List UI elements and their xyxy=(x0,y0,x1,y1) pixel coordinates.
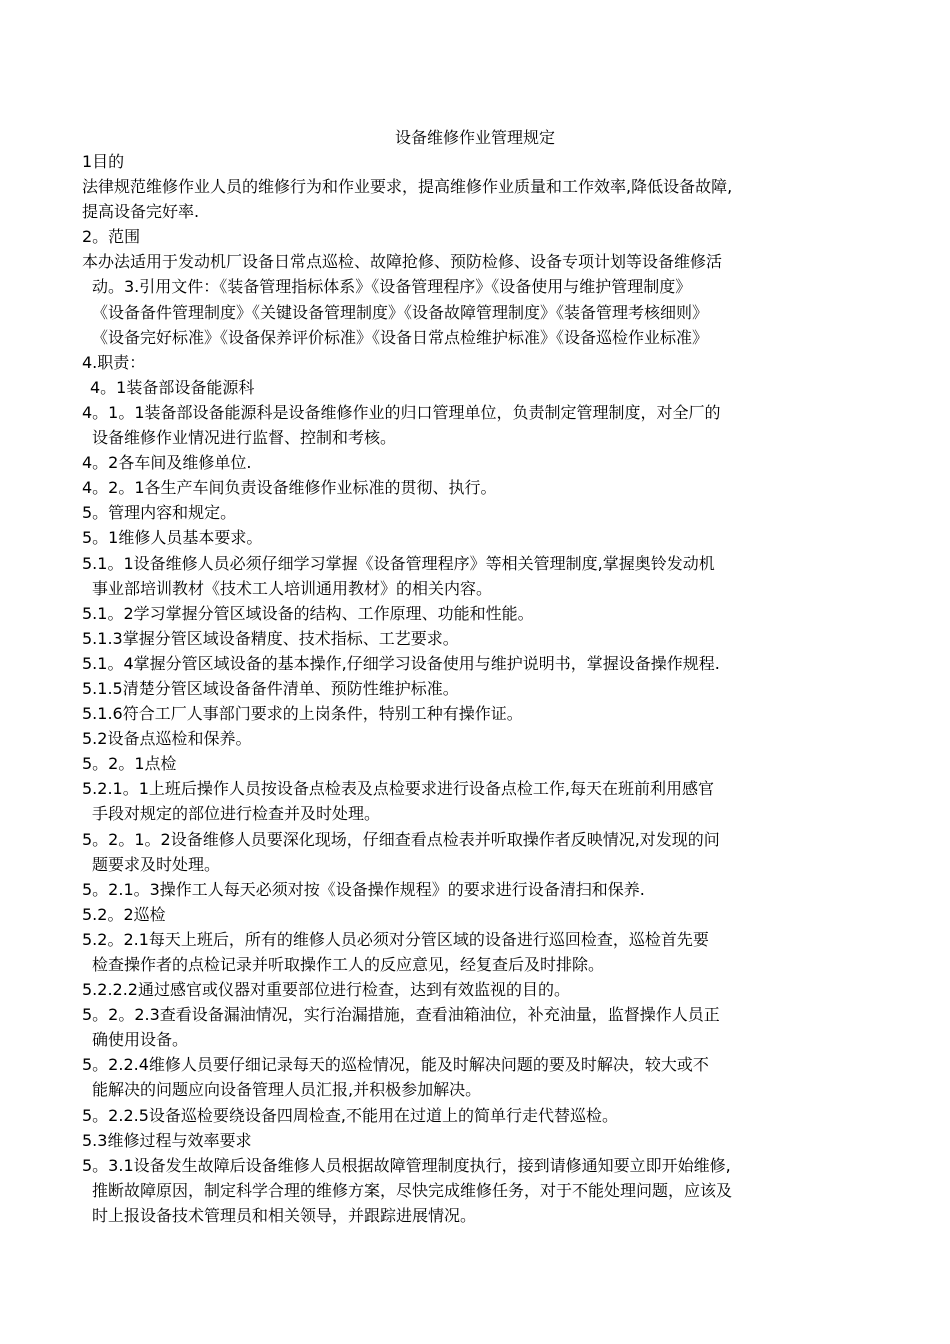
text-line: 5。2。1。2设备维修人员要深化现场，仔细查看点检表并听取操作者反映情况,对发现的问 xyxy=(82,829,720,849)
document-body xyxy=(82,149,882,1228)
text-line: 5.1.6符合工厂人事部门要求的上岗条件，特别工种有操作证。 xyxy=(82,704,523,724)
text-line: 5.3维修过程与效率要求 xyxy=(82,1130,252,1150)
text-line: 动。3.引用文件：《装备管理指标体系》《设备管理程序》《设备使用与维护管理制度》 xyxy=(92,277,692,297)
text-line: 检查操作者的点检记录并听取操作工人的反应意见，经复查后及时排除。 xyxy=(92,955,605,974)
document-title: 设备维修作业管理规定 xyxy=(394,128,555,147)
text-line: 5。2。1点检 xyxy=(82,754,177,774)
text-line: 5。3.1设备发生故障后设备维修人员根据故障管理制度执行，接到请修通知要立即开始维修, xyxy=(82,1155,731,1175)
text-line: 1目的 xyxy=(82,152,125,171)
text-line: 5。2。2.3查看设备漏油情况，实行治漏措施，查看油箱油位，补充油量，监督操作人员正 xyxy=(82,1005,720,1025)
text-line: 4。1装备部设备能源科 xyxy=(90,377,255,397)
text-line: 5.2.1。1上班后操作人员按设备点检表及点检要求进行设备点检工作,每天在班前利用感官 xyxy=(82,779,714,799)
text-line: 5.1.5清楚分管区域设备备件清单、预防性维护标准。 xyxy=(82,678,459,698)
text-line: 4.职责： xyxy=(82,352,146,372)
text-line: 4。1。1装备部设备能源科是设备维修作业的归口管理单位，负责制定管理制度，对全厂的 xyxy=(82,402,721,422)
text-line: 时上报设备技术管理员和相关领导，并跟踪进展情况。 xyxy=(92,1205,477,1225)
text-line: 4。2。1各生产车间负责设备维修作业标准的贯彻、执行。 xyxy=(82,478,497,498)
text-line: 5.1.3掌握分管区域设备精度、技术指标、工艺要求。 xyxy=(82,628,459,648)
text-line: 5.1。2学习掌握分管区域设备的结构、工作原理、功能和性能。 xyxy=(82,603,534,623)
text-line: 5.1。1设备维修人员必须仔细学习掌握《设备管理程序》等相关管理制度,掌握奥铃发动机 xyxy=(82,553,715,573)
text-line: 设备维修作业情况进行监督、控制和考核。 xyxy=(92,428,397,448)
text-line: 法律规范维修作业人员的维修行为和作业要求，提高维修作业质量和工作效率,降低设备故障, xyxy=(82,177,733,197)
text-line: 5.2。2巡检 xyxy=(82,904,166,924)
text-line: 2。范围 xyxy=(82,227,141,247)
text-line: 《设备完好标准》《设备保养评价标准》《设备日常点检维护标准》《设备巡检作业标准》 xyxy=(92,327,709,347)
text-line: 推断故障原因，制定科学合理的维修方案，尽快完成维修任务，对于不能处理问题，应该及 xyxy=(92,1180,733,1200)
text-line: 5.2。2.1每天上班后，所有的维修人员必须对分管区域的设备进行巡回检查，巡检首先要 xyxy=(82,929,709,949)
text-line: 5。管理内容和规定。 xyxy=(82,503,237,523)
text-line: 5.2.2.2通过感官或仪器对重要部位进行检查，达到有效监视的目的。 xyxy=(82,980,570,1000)
text-line: 题要求及时处理。 xyxy=(92,854,221,874)
text-line: 提高设备完好率. xyxy=(82,202,200,222)
text-line: 《设备备件管理制度》《关键设备管理制度》《设备故障管理制度》《装备管理考核细则》 xyxy=(92,302,709,322)
text-line: 确使用设备。 xyxy=(92,1030,189,1050)
text-line: 5。1维修人员基本要求。 xyxy=(82,528,263,548)
text-line: 事业部培训教材《技术工人培训通用教材》的相关内容。 xyxy=(92,578,493,598)
text-line: 手段对规定的部位进行检查并及时处理。 xyxy=(92,804,381,824)
text-line: 5.2设备点巡检和保养。 xyxy=(82,729,252,749)
text-line: 5。2.2.5设备巡检要绕设备四周检查,不能用在过道上的简单行走代替巡检。 xyxy=(82,1105,618,1125)
text-line: 5。2.1。3操作工人每天必须对按《设备操作规程》的要求进行设备清扫和保养. xyxy=(82,879,645,899)
text-line: 4。2各车间及维修单位. xyxy=(82,453,252,473)
text-line: 5。2.2.4维修人员要仔细记录每天的巡检情况，能及时解决问题的要及时解决，较大或不 xyxy=(82,1055,709,1075)
text-line: 能解决的问题应向设备管理人员汇报,并积极参加解决。 xyxy=(92,1080,482,1100)
text-line: 本办法适用于发动机厂设备日常点巡检、故障抢修、预防检修、设备专项计划等设备维修活 xyxy=(82,252,723,272)
text-line: 5.1。4掌握分管区域设备的基本操作,仔细学习设备使用与维护说明书，掌握设备操作规程. xyxy=(82,653,720,673)
